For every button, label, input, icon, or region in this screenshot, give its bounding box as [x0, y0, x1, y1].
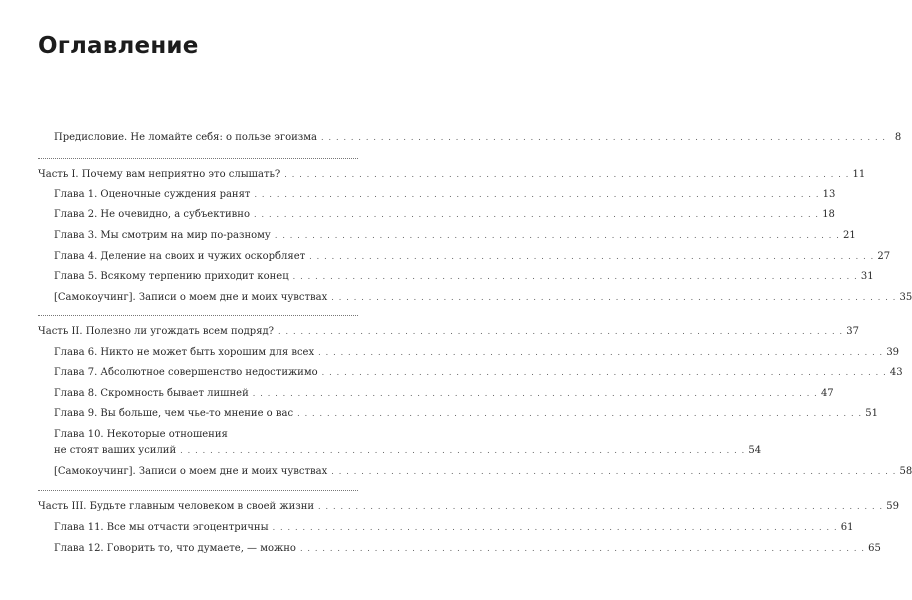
- toc-page-number: 54: [748, 445, 762, 456]
- toc-page-number: 39: [886, 347, 900, 358]
- toc-page-number: 43: [889, 367, 903, 378]
- toc-page-number: 47: [820, 388, 834, 399]
- toc-page-number: 58: [899, 466, 912, 477]
- toc-entry-label: Глава 12. Говорить то, что думаете, — можно: [54, 543, 296, 554]
- leader-dots: [275, 228, 840, 244]
- leader-dots: [321, 130, 886, 146]
- leader-dots: [300, 541, 865, 557]
- toc-page-number: 18: [822, 209, 835, 220]
- toc-entry-label: Часть III. Будьте главным человеком в своей жизни: [38, 501, 315, 512]
- toc-entry-selfcoaching-2[interactable]: [0, 464, 912, 480]
- toc-entry-chapter-2[interactable]: [0, 207, 835, 223]
- toc-entry-label: Глава 1. Оценочные суждения ранят: [54, 189, 251, 200]
- toc-page-number: 61: [840, 522, 854, 533]
- leader-dots: [331, 290, 896, 306]
- toc-entry-chapter-1[interactable]: [0, 187, 836, 203]
- toc-entry-label: Предисловие. Не ломайте себя: о пользе эгоизма: [54, 132, 317, 143]
- toc-entry-label-line-1: Глава 10. Некоторые отношения: [54, 429, 228, 440]
- toc-entry-chapter-6[interactable]: [0, 345, 900, 361]
- toc-entry-label: [Самокоучинг]. Записи о моем дне и моих чувствах: [54, 466, 328, 477]
- toc-entry-part-2[interactable]: [0, 324, 859, 340]
- leader-dots: [254, 207, 819, 223]
- toc-entry-chapter-11[interactable]: [0, 520, 854, 536]
- toc-entry-label: Глава 5. Всякому терпению приходит конец: [54, 271, 289, 282]
- toc-page-number: 59: [886, 501, 899, 512]
- page-title: Оглавление: [38, 33, 199, 59]
- toc-entry-part-3[interactable]: [0, 499, 899, 515]
- toc-page-number: 51: [865, 408, 879, 419]
- toc-entry-label-line-2: не стоят ваших усилий: [54, 445, 177, 456]
- toc-entry-preface[interactable]: [0, 130, 902, 146]
- toc-page-number: 11: [852, 169, 866, 180]
- leader-dots: [293, 269, 858, 285]
- section-divider: [38, 158, 358, 159]
- leader-dots: [284, 167, 849, 183]
- toc-entry-chapter-8[interactable]: [0, 386, 834, 402]
- toc-entry-chapter-10[interactable]: [0, 427, 762, 459]
- toc-page-number: 27: [877, 251, 891, 262]
- leader-dots: [322, 365, 887, 381]
- toc-page-number: 65: [868, 543, 881, 554]
- toc-entry-chapter-7[interactable]: [0, 365, 903, 381]
- toc-entry-label: Глава 6. Никто не может быть хорошим для всех: [54, 347, 315, 358]
- toc-page-number: 31: [860, 271, 874, 282]
- leader-dots: [278, 324, 843, 340]
- leader-dots: [318, 345, 883, 361]
- toc-entry-selfcoaching-1[interactable]: [0, 290, 912, 306]
- leader-dots: [331, 464, 896, 480]
- toc-page-number: 35: [899, 292, 912, 303]
- section-divider: [38, 490, 358, 491]
- leader-dots: [254, 187, 819, 203]
- toc-entry-label: Глава 7. Абсолютное совершенство недостижимо: [54, 367, 318, 378]
- toc-page-number: 37: [846, 326, 859, 337]
- leader-dots: [297, 406, 862, 422]
- toc-entry-label: Глава 4. Деление на своих и чужих оскорбляет: [54, 251, 306, 262]
- leader-dots: [180, 443, 745, 459]
- toc-entry-chapter-3[interactable]: [0, 228, 856, 244]
- leader-dots: [253, 386, 818, 402]
- toc-page-number: 21: [843, 230, 856, 241]
- leader-dots: [318, 499, 883, 515]
- toc-entry-chapter-5[interactable]: [0, 269, 874, 285]
- toc-page-number: 8: [894, 132, 902, 143]
- toc-entry-label: [Самокоучинг]. Записи о моем дне и моих чувствах: [54, 292, 328, 303]
- toc-entry-chapter-9[interactable]: [0, 406, 879, 422]
- toc-entry-label: Часть I. Почему вам неприятно это слышать?: [38, 169, 281, 180]
- toc-page-number: 13: [822, 189, 836, 200]
- toc-entry-label: Часть II. Полезно ли угождать всем подряд?: [38, 326, 275, 337]
- leader-dots: [273, 520, 838, 536]
- toc-entry-chapter-4[interactable]: [0, 249, 891, 265]
- section-divider: [38, 315, 358, 316]
- toc-entry-label: Глава 8. Скромность бывает лишней: [54, 388, 249, 399]
- toc-entry-label: Глава 11. Все мы отчасти эгоцентричны: [54, 522, 269, 533]
- toc-entry-label: Глава 3. Мы смотрим на мир по-разному: [54, 230, 271, 241]
- leader-dots: [309, 249, 874, 265]
- toc-entry-label: Глава 2. Не очевидно, а субъективно: [54, 209, 250, 220]
- toc-entry-part-1[interactable]: [0, 167, 866, 183]
- toc-entry-chapter-12[interactable]: [0, 541, 881, 557]
- toc-entry-label: Глава 9. Вы больше, чем чье-то мнение о вас: [54, 408, 294, 419]
